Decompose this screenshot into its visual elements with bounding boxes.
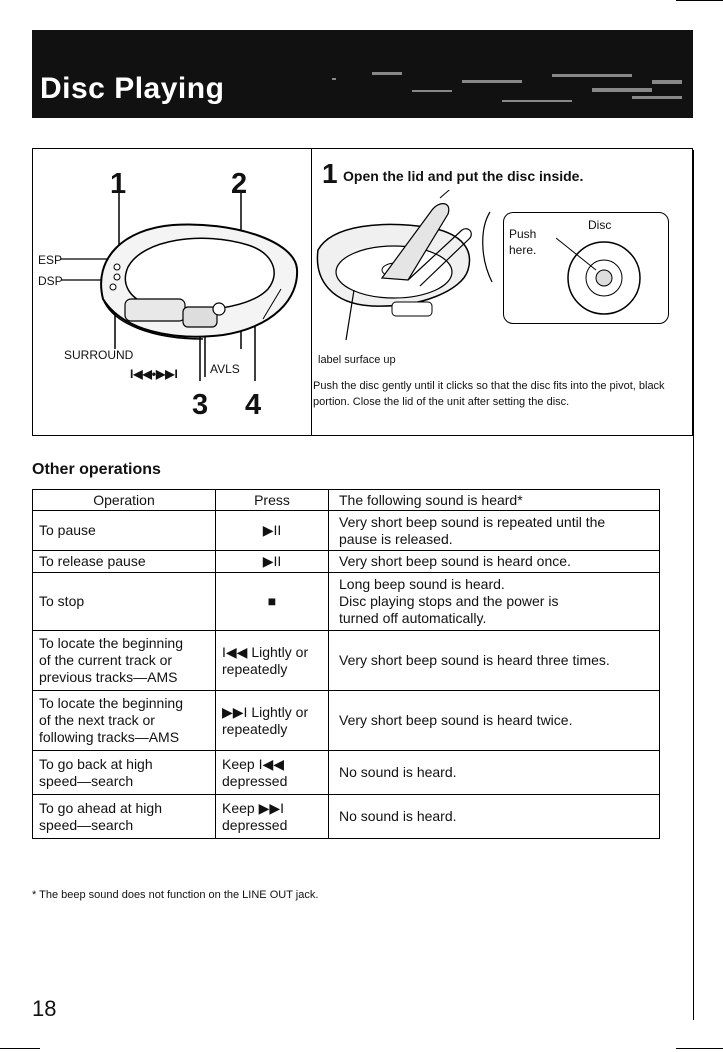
table-cell-sound (329, 751, 660, 795)
dsp-label: DSP (38, 274, 63, 288)
press-line: ▶▶I Lightly or (222, 703, 309, 720)
step-number: 1 (322, 158, 338, 189)
operations-table (32, 489, 660, 839)
operation-line: To locate the beginning (39, 635, 183, 651)
press-line: repeatedly (222, 660, 288, 677)
page-number: 18 (32, 996, 57, 1021)
operation-line: following tracks—AMS (39, 729, 180, 745)
sound-line: No sound is heard. (339, 808, 457, 824)
cd-player-diagram (33, 149, 311, 435)
operation-line: speed—search (39, 816, 134, 833)
crop-mark (676, 1048, 723, 1049)
operation-line: previous tracks—AMS (39, 669, 178, 685)
footnote: * The beep sound does not function on the LINE OUT jack. (32, 889, 319, 901)
sound-line: Very short beep sound is heard three times. (339, 652, 610, 668)
table-row (33, 631, 660, 691)
step-heading: Open the lid and put the disc inside. (343, 168, 584, 184)
operation-line: To stop (39, 593, 85, 609)
table-cell-press (216, 573, 329, 631)
table-cell-press (216, 751, 329, 795)
table-cell-sound (329, 573, 660, 631)
sound-line: Long beep sound is heard. (339, 576, 505, 592)
table-cell-operation (33, 573, 216, 631)
ams-buttons-label: I◀◀•▶▶I (130, 367, 178, 381)
press-line: ▶II (262, 553, 282, 569)
push-here-label: Push here. (509, 227, 537, 257)
callout-1: 1 (110, 168, 127, 200)
operation-line: To go back at high (39, 755, 153, 772)
callout-2: 2 (231, 168, 248, 200)
table-header-row (33, 490, 660, 511)
callout-4: 4 (245, 389, 262, 421)
margin-line (693, 150, 694, 1020)
press-line: I◀◀ Lightly or (222, 643, 309, 660)
press-line: depressed (222, 816, 288, 833)
operation-line: of the next track or (39, 712, 155, 728)
step-description: Push the disc gently until it clicks so that the disc fits into the pivot, black portion. Close the lid of the unit after setting the disc. (313, 380, 665, 408)
press-line: Keep ▶▶I (222, 799, 285, 816)
table-cell-press (216, 551, 329, 573)
table-cell-sound (329, 795, 660, 839)
table-cell-operation (33, 511, 216, 551)
bracket-line (470, 208, 506, 288)
table-cell-operation (33, 631, 216, 691)
sound-line: No sound is heard. (339, 764, 457, 780)
operation-line: To go ahead at high (39, 799, 162, 816)
press-line: repeatedly (222, 720, 288, 737)
table-row (33, 751, 660, 795)
label-caption: label surface up (318, 354, 396, 366)
column-header: Press (216, 490, 329, 511)
surround-label: SURROUND (64, 348, 134, 362)
sound-line: Very short beep sound is repeated until the (339, 513, 606, 530)
table-cell-operation (33, 751, 216, 795)
table-cell-operation (33, 551, 216, 573)
table-row (33, 795, 660, 839)
operation-line: of the current track or (39, 652, 173, 668)
column-header: Operation (33, 490, 216, 511)
crop-mark (0, 1048, 40, 1049)
operation-line: To release pause (39, 553, 146, 569)
operation-line: To pause (39, 522, 96, 538)
press-line: depressed (222, 772, 288, 789)
sound-line: Very short beep sound is heard once. (339, 553, 571, 569)
callout-3: 3 (192, 389, 209, 421)
avls-label: AVLS (210, 362, 240, 376)
table-cell-sound (329, 551, 660, 573)
operation-line: speed—search (39, 772, 134, 789)
sound-line: Very short beep sound is heard twice. (339, 712, 573, 728)
crop-mark (676, 0, 723, 1)
section-heading: Other operations (32, 461, 161, 478)
table-cell-sound (329, 691, 660, 751)
table-row (33, 551, 660, 573)
table-cell-sound (329, 631, 660, 691)
table-cell-press (216, 631, 329, 691)
operation-line: To locate the beginning (39, 695, 183, 711)
sound-line: pause is released. (339, 530, 453, 547)
press-line: ■ (267, 593, 277, 609)
press-line: Keep I◀◀ (222, 755, 285, 772)
disc-icon (556, 232, 656, 318)
esp-label: ESP (38, 253, 63, 267)
press-line: ▶II (262, 522, 282, 538)
table-row (33, 691, 660, 751)
table-row (33, 573, 660, 631)
table-row (33, 511, 660, 551)
table-cell-press (216, 511, 329, 551)
sound-line: Disc playing stops and the power is (339, 593, 559, 609)
column-header: The following sound is heard* (329, 490, 660, 511)
sound-line: turned off automatically. (339, 610, 487, 626)
table-cell-sound (329, 511, 660, 551)
table-cell-press (216, 691, 329, 751)
table-cell-operation (33, 795, 216, 839)
table-cell-operation (33, 691, 216, 751)
page-title: Disc Playing (40, 72, 225, 105)
table-cell-press (216, 795, 329, 839)
disc-label: Disc (588, 218, 612, 232)
